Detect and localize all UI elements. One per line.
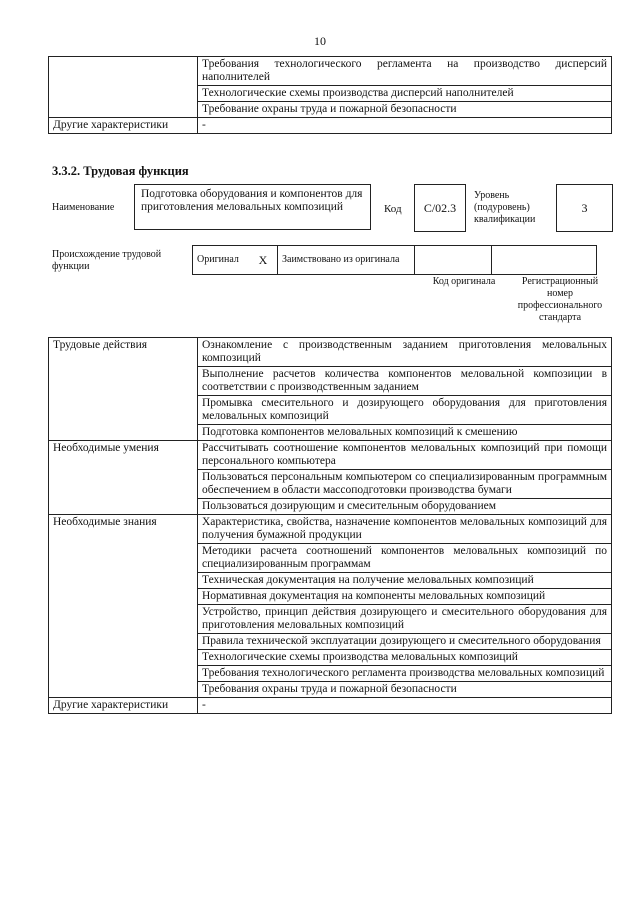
table-cell: Нормативная документация на компоненты меловальных композиций xyxy=(198,589,612,605)
table-cell: Техническая документация на получение меловальных композиций xyxy=(198,573,612,589)
table-cell: Ознакомление с производственным заданием приготовления меловальных композиций xyxy=(198,338,612,367)
empty-label-cell xyxy=(49,57,198,118)
function-name-box: Подготовка оборудования и компонентов для приготовления меловальных композиций xyxy=(134,184,371,230)
other-characteristics-label: Другие характеристики xyxy=(49,698,198,714)
page-number: 10 xyxy=(314,34,326,48)
other-characteristics-label: Другие характеристики xyxy=(49,118,198,134)
table-cell: Требования технологического регламента на производство дисперсий наполнителей xyxy=(198,57,612,86)
table-cell: Правила технической эксплуатации дозирующего и смесительного оборудования xyxy=(198,634,612,650)
table-cell: Технологические схемы производства дисперсий наполнителей xyxy=(198,86,612,102)
original-mark: X xyxy=(249,246,278,275)
continuation-table xyxy=(48,56,612,134)
table-row xyxy=(49,515,612,544)
table-cell: Требования технологического регламента производства меловальных композиций xyxy=(198,666,612,682)
other-characteristics-value: - xyxy=(198,698,612,714)
other-characteristics-value: - xyxy=(198,118,612,134)
group-label: Необходимые умения xyxy=(49,441,198,515)
level-label: Уровень (подуровень) квалификации xyxy=(474,190,536,225)
table-cell: Промывка смесительного и дозирующего оборудования для приготовления меловальных композиций xyxy=(198,396,612,425)
original-code-cell xyxy=(415,246,492,275)
table-row xyxy=(193,246,597,275)
table-cell: Методики расчета соотношений компонентов меловальных композиций по специализированным программам xyxy=(198,544,612,573)
table-cell: Выполнение расчетов количества компонентов меловальной композиции в соответствии с производственным заданием xyxy=(198,367,612,396)
table-row xyxy=(49,441,612,470)
borrowed-label: Заимствовано из оригинала xyxy=(278,246,415,275)
table-cell: Требования охраны труда и пожарной безопасности xyxy=(198,682,612,698)
table-cell: Подготовка компонентов меловальных композиций к смешению xyxy=(198,425,612,441)
origin-table xyxy=(192,245,597,275)
group-label: Необходимые знания xyxy=(49,515,198,698)
table-cell: Технологические схемы производства меловальных композиций xyxy=(198,650,612,666)
registration-number-cell xyxy=(492,246,597,275)
group-label: Трудовые действия xyxy=(49,338,198,441)
origin-label: Происхождение трудовой функции xyxy=(52,249,162,272)
table-cell: Требование охраны труда и пожарной безопасности xyxy=(198,102,612,118)
code-label: Код xyxy=(384,203,402,215)
table-row xyxy=(49,57,612,86)
table-row xyxy=(49,338,612,367)
section-title: 3.3.2. Трудовая функция xyxy=(52,164,189,178)
table-row xyxy=(49,698,612,714)
original-label: Оригинал xyxy=(193,246,250,275)
table-cell: Пользоваться дозирующим и смесительным оборудованием xyxy=(198,499,612,515)
level-value-box: 3 xyxy=(556,184,613,232)
table-row xyxy=(49,118,612,134)
table-cell: Рассчитывать соотношение компонентов меловальных композиций при помощи персонального компьютера xyxy=(198,441,612,470)
table-cell: Пользоваться персональным компьютером со специализированным программным обеспечением в области массоподготовки производства бумаги xyxy=(198,470,612,499)
table-cell: Устройство, принцип действия дозирующего и смесительного оборудования для приготовления меловальных композиций xyxy=(198,605,612,634)
labor-function-table xyxy=(48,337,612,714)
original-code-caption: Код оригинала xyxy=(432,276,496,287)
registration-caption: Регистрационный номер профессионального стандарта xyxy=(517,276,603,323)
table-cell: Характеристика, свойства, назначение компонентов меловальных композиций для получения бумажной продукции xyxy=(198,515,612,544)
code-value-box: C/02.3 xyxy=(414,184,466,232)
name-label: Наименование xyxy=(52,202,115,213)
